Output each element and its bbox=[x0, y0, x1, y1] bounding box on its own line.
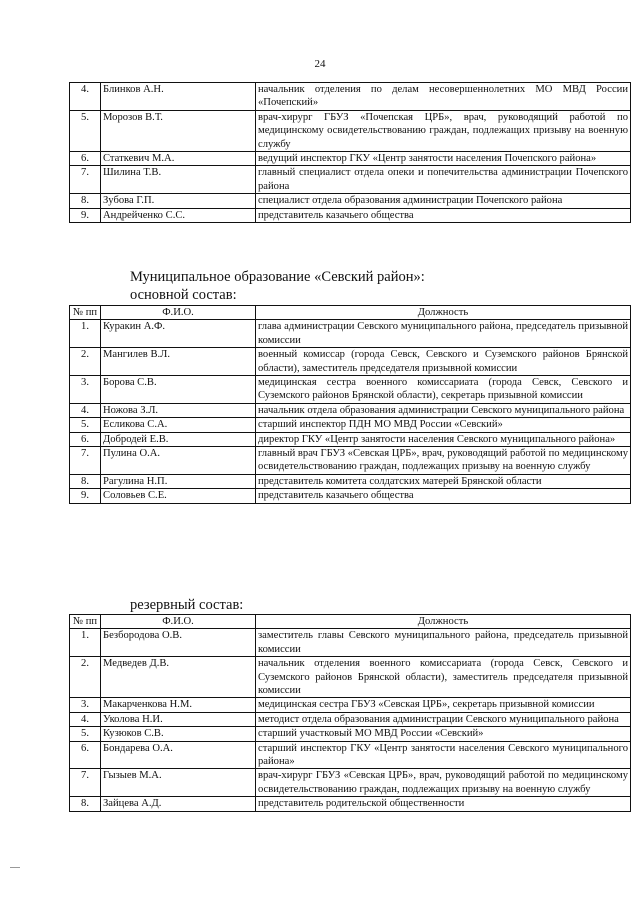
table-row bbox=[70, 797, 631, 811]
table-row bbox=[70, 698, 631, 712]
table-row bbox=[70, 418, 631, 432]
row-number: 9. bbox=[70, 489, 101, 503]
municipality-heading: Муниципальное образование «Севский район»: bbox=[130, 269, 425, 285]
member-position: ведущий инспектор ГКУ «Центр занятости населения Почепского района» bbox=[256, 152, 631, 166]
row-number: 4. bbox=[70, 712, 101, 726]
row-number: 2. bbox=[70, 657, 101, 698]
row-number: 4. bbox=[70, 403, 101, 417]
row-number: 4. bbox=[70, 83, 101, 111]
member-name: Соловьев С.Е. bbox=[101, 489, 256, 503]
member-position: старший участковый МО МВД России «Севский» bbox=[256, 727, 631, 741]
table-row bbox=[70, 194, 631, 208]
table-row bbox=[70, 489, 631, 503]
member-position: военный комиссар (города Севск, Севского и Суземского районов Брянской области), заместитель председателя призывной комиссии bbox=[256, 348, 631, 376]
column-header-position: Должность bbox=[256, 306, 631, 320]
member-position: глава администрации Севского муниципального района, председатель призывной комиссии bbox=[256, 320, 631, 348]
member-name: Блинков А.Н. bbox=[101, 83, 256, 111]
member-name: Пулина О.А. bbox=[101, 447, 256, 475]
member-position: начальник отделения военного комиссариата (города Севск, Севского и Суземского районов Брянской области), заместитель председателя призывной комиссии bbox=[256, 657, 631, 698]
member-position: начальник отдела образования администрации Севского муниципального района bbox=[256, 403, 631, 417]
member-name: Статкевич М.А. bbox=[101, 152, 256, 166]
table-row bbox=[70, 432, 631, 446]
member-position: методист отдела образования администрации Севского муниципального района bbox=[256, 712, 631, 726]
row-number: 3. bbox=[70, 698, 101, 712]
row-number: 1. bbox=[70, 320, 101, 348]
member-name: Добродей Е.В. bbox=[101, 432, 256, 446]
row-number: 7. bbox=[70, 769, 101, 797]
table-row bbox=[70, 208, 631, 222]
table-header-row bbox=[70, 306, 631, 320]
table-row bbox=[70, 741, 631, 769]
member-name: Шилина Т.В. bbox=[101, 166, 256, 194]
member-name: Зубова Г.П. bbox=[101, 194, 256, 208]
member-name: Бондарева О.А. bbox=[101, 741, 256, 769]
page-number: 24 bbox=[314, 58, 326, 70]
table-row bbox=[70, 447, 631, 475]
table-row bbox=[70, 110, 631, 151]
reserve-composition-table bbox=[69, 614, 631, 812]
row-number: 3. bbox=[70, 376, 101, 404]
member-position: директор ГКУ «Центр занятости населения Севского муниципального района» bbox=[256, 432, 631, 446]
row-number: 8. bbox=[70, 194, 101, 208]
member-position: специалист отдела образования администрации Почепского района bbox=[256, 194, 631, 208]
member-position: врач-хирург ГБУЗ «Почепская ЦРБ», врач, руководящий работой по медицинскому освидетельствованию граждан, подлежащих призыву на военную службу bbox=[256, 110, 631, 151]
member-position: главный специалист отдела опеки и попечительства администрации Почепского района bbox=[256, 166, 631, 194]
table-row bbox=[70, 474, 631, 488]
row-number: 5. bbox=[70, 727, 101, 741]
table-row bbox=[70, 403, 631, 417]
row-number: 7. bbox=[70, 166, 101, 194]
table-row bbox=[70, 769, 631, 797]
member-position: представитель казачьего общества bbox=[256, 208, 631, 222]
member-name: Ножова З.Л. bbox=[101, 403, 256, 417]
member-position: начальник отделения по делам несовершеннолетних МО МВД России «Почепский» bbox=[256, 83, 631, 111]
table-header-row bbox=[70, 615, 631, 629]
column-header-num: № пп bbox=[70, 615, 101, 629]
member-name: Андрейченко С.С. bbox=[101, 208, 256, 222]
scan-margin-mark bbox=[10, 867, 20, 868]
member-position: представитель комитета солдатских матерей Брянской области bbox=[256, 474, 631, 488]
main-composition-table bbox=[69, 305, 631, 504]
member-name: Морозов В.Т. bbox=[101, 110, 256, 151]
row-number: 6. bbox=[70, 432, 101, 446]
reserve-composition-heading: резервный состав: bbox=[130, 597, 244, 613]
row-number: 6. bbox=[70, 152, 101, 166]
member-position: старший инспектор ПДН МО МВД России «Севский» bbox=[256, 418, 631, 432]
member-name: Мангилев В.Л. bbox=[101, 348, 256, 376]
row-number: 1. bbox=[70, 629, 101, 657]
table-row bbox=[70, 376, 631, 404]
main-composition-heading: основной состав: bbox=[130, 287, 237, 303]
row-number: 8. bbox=[70, 797, 101, 811]
member-name: Зайцева А.Д. bbox=[101, 797, 256, 811]
column-header-num: № пп bbox=[70, 306, 101, 320]
column-header-position: Должность bbox=[256, 615, 631, 629]
member-position: медицинская сестра военного комиссариата (города Севск, Севского и Суземского районов Брянской области), секретарь призывной комиссии bbox=[256, 376, 631, 404]
member-position: старший инспектор ГКУ «Центр занятости населения Севского муниципального района» bbox=[256, 741, 631, 769]
member-name: Куракин А.Ф. bbox=[101, 320, 256, 348]
table-row bbox=[70, 83, 631, 111]
table-row bbox=[70, 166, 631, 194]
member-name: Гызыев М.А. bbox=[101, 769, 256, 797]
table-row bbox=[70, 348, 631, 376]
table-row bbox=[70, 727, 631, 741]
member-name: Кузюков С.В. bbox=[101, 727, 256, 741]
row-number: 8. bbox=[70, 474, 101, 488]
member-name: Есликова С.А. bbox=[101, 418, 256, 432]
member-position: медицинская сестра ГБУЗ «Севская ЦРБ», секретарь призывной комиссии bbox=[256, 698, 631, 712]
member-position: представитель родительской общественности bbox=[256, 797, 631, 811]
member-position: представитель казачьего общества bbox=[256, 489, 631, 503]
column-header-name: Ф.И.О. bbox=[101, 306, 256, 320]
row-number: 2. bbox=[70, 348, 101, 376]
row-number: 7. bbox=[70, 447, 101, 475]
table-row bbox=[70, 152, 631, 166]
member-name: Безбородова О.В. bbox=[101, 629, 256, 657]
row-number: 5. bbox=[70, 418, 101, 432]
column-header-name: Ф.И.О. bbox=[101, 615, 256, 629]
member-name: Борова С.В. bbox=[101, 376, 256, 404]
member-position: главный врач ГБУЗ «Севская ЦРБ», врач, руководящий работой по медицинскому освидетельствованию граждан, подлежащих призыву на военную службу bbox=[256, 447, 631, 475]
table-row bbox=[70, 657, 631, 698]
row-number: 6. bbox=[70, 741, 101, 769]
row-number: 5. bbox=[70, 110, 101, 151]
member-name: Медведев Д.В. bbox=[101, 657, 256, 698]
member-position: заместитель главы Севского муниципального района, председатель призывной комиссии bbox=[256, 629, 631, 657]
member-position: врач-хирург ГБУЗ «Севская ЦРБ», врач, руководящий работой по медицинскому освидетельствованию граждан, подлежащих призыву на военную службу bbox=[256, 769, 631, 797]
member-name: Рагулина Н.П. bbox=[101, 474, 256, 488]
member-name: Макарченкова Н.М. bbox=[101, 698, 256, 712]
table-row bbox=[70, 320, 631, 348]
commission-table-continuation bbox=[69, 82, 631, 223]
member-name: Уколова Н.И. bbox=[101, 712, 256, 726]
table-row bbox=[70, 712, 631, 726]
row-number: 9. bbox=[70, 208, 101, 222]
table-row bbox=[70, 629, 631, 657]
